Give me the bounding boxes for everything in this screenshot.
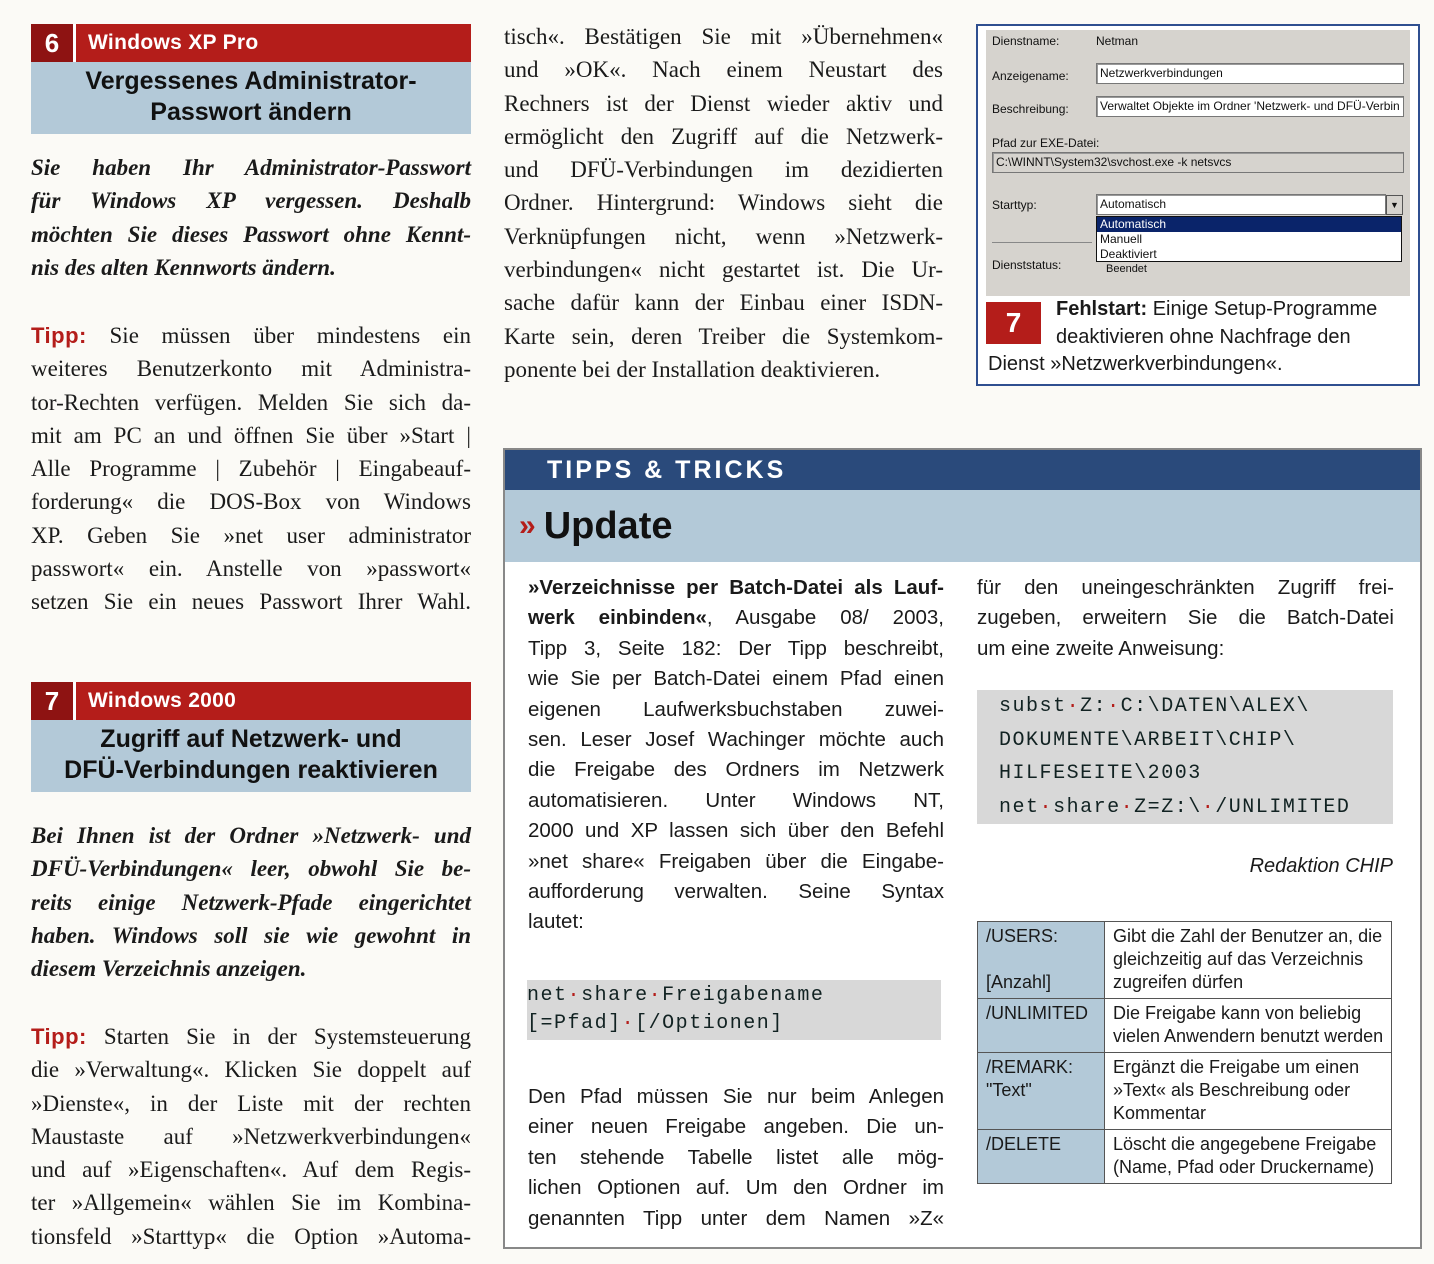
- body-line: genannten Tipp unter dem Namen »Z«: [528, 1206, 944, 1230]
- table-row: [978, 999, 1392, 1053]
- body-line: Tipp 3, Seite 182: Der Tipp beschreibt,: [528, 636, 944, 660]
- section-6-title: [31, 62, 471, 134]
- section-6-header: [31, 24, 471, 134]
- option-deaktiviert[interactable]: Deaktiviert: [1100, 247, 1157, 261]
- body-line: »Dienste«, in der Liste mit der rechten: [31, 1090, 471, 1116]
- section-6-title-line: Passwort ändern: [150, 98, 352, 126]
- option-key: /DELETE: [978, 1130, 1105, 1184]
- option-key-line: /REMARK:: [986, 1057, 1074, 1077]
- body-line: XP. Geben Sie »net user administrator: [31, 522, 471, 548]
- tipp-label: Tipp:: [31, 1024, 87, 1049]
- anzeigename-label: Anzeigename:: [992, 69, 1069, 83]
- body-line: Maustaste auf »Netzwerkverbindungen«: [31, 1123, 471, 1149]
- divider: [992, 242, 1092, 243]
- section-6-title-line: Vergessenes Administrator-: [85, 67, 417, 95]
- space-marker: ·: [648, 984, 663, 1007]
- intro-line: diesem Verzeichnis anzeigen.: [31, 956, 307, 982]
- intro-line: Bei Ihnen ist der Ordner »Netzwerk- und: [31, 823, 471, 848]
- body-line: ponente bei der Installation deaktivieren.: [504, 356, 881, 382]
- option-description: Gibt die Zahl der Benutzer an, die gleichzeitig auf das Verzeichnis zugreifen dürfen: [1105, 922, 1392, 999]
- caption-text: Einige Setup-Programme: [1152, 298, 1378, 320]
- option-automatisch[interactable]: Automatisch: [1097, 217, 1401, 232]
- batch-code-block: [977, 690, 1393, 824]
- option-key-line: /USERS:: [986, 926, 1059, 946]
- body-line: Rechners ist der Dienst wieder aktiv und: [504, 90, 943, 116]
- body-line: weiteres Benutzerkonto mit Administra-: [31, 356, 471, 382]
- intro-line: für Windows XP vergessen. Deshalb: [31, 188, 471, 214]
- body-line: und DFÜ-Verbindungen im dezidierten: [504, 157, 943, 183]
- bold-text: werk einbinden«: [528, 606, 707, 630]
- middle-column-text: [504, 20, 943, 386]
- section-6-body: [31, 319, 471, 619]
- body-line: tionsfeld »Starttyp« die Option »Automa-: [31, 1223, 471, 1249]
- body-line: die »Verwaltung«. Klicken Sie doppelt auf: [31, 1057, 471, 1083]
- body-line: Den Pfad müssen Sie nur beim Anlegen: [528, 1085, 944, 1108]
- section-7-header: [31, 682, 471, 792]
- body-line: lautet:: [528, 910, 584, 934]
- option-key-line: "Text": [986, 1080, 1032, 1100]
- option-key: [978, 922, 1105, 999]
- section-7-title: [31, 720, 471, 792]
- update-right-text: [977, 573, 1394, 664]
- beschreibung-label: Beschreibung:: [992, 102, 1069, 116]
- update-left-text: [528, 573, 944, 938]
- dienstname-value: Netman: [1096, 34, 1139, 48]
- space-marker: ·: [1120, 795, 1135, 819]
- tipp-line: [31, 1020, 471, 1053]
- tipp-line: [31, 319, 471, 352]
- table-row: [978, 1130, 1392, 1184]
- tipp-text: Sie müssen über mindestens ein: [109, 323, 471, 348]
- body-line: Karte sein, deren Treiber die Systemkom-: [504, 323, 943, 349]
- update-title: Update: [543, 504, 673, 547]
- space-marker: ·: [1039, 795, 1054, 819]
- body-line: forderung« die DOS-Box von Windows: [31, 489, 471, 515]
- body-line: wie Sie per Batch-Datei einem Pfad einen: [528, 667, 944, 691]
- starttyp-dropdown[interactable]: [1096, 216, 1402, 262]
- intro-line: möchten Sie dieses Passwort ohne Kennt-: [31, 221, 471, 247]
- section-6-bar: [31, 24, 471, 62]
- option-description: Die Freigabe kann von beliebig vielen Anwendern benutzt werden: [1105, 999, 1392, 1053]
- chevron-down-icon[interactable]: ▼: [1386, 195, 1403, 215]
- body-line: für den uneingeschränkten Zugriff frei-: [977, 576, 1394, 599]
- chevron-right-icon: »: [519, 509, 536, 542]
- table-row: [978, 1053, 1392, 1130]
- service-dialog-figure: [976, 24, 1420, 386]
- space-marker: ·: [1107, 695, 1121, 718]
- body-line: zugeben, erweitern Sie die Batch-Datei: [977, 606, 1394, 630]
- pfad-field: C:\WINNT\System32\svchost.exe -k netsvcs: [992, 152, 1404, 173]
- option-key: /UNLIMITED: [978, 999, 1105, 1053]
- update-header: [505, 490, 1420, 562]
- section-7-body: [31, 1020, 471, 1253]
- options-table: [977, 921, 1392, 1184]
- body-line: die Freigabe des Ordners im Netzwerk: [528, 758, 944, 782]
- intro-line: DFÜ-Verbindungen« leer, obwohl Sie be-: [31, 856, 471, 882]
- section-6-label: Windows XP Pro: [88, 31, 259, 54]
- body-line: mit am PC an und öffnen Sie über »Start |: [31, 422, 471, 448]
- code-line: net·share·Freigabename: [527, 984, 825, 1007]
- body-line: tisch«. Bestätigen Sie mit »Übernehmen«: [504, 24, 943, 49]
- option-description: Löscht die angegebene Freigabe (Name, Pfad oder Druckername): [1105, 1130, 1392, 1184]
- body-line: einer neuen Freigabe angeben. Die un-: [528, 1115, 944, 1139]
- body-line: sache dafür kann der Einbau einer ISDN-: [504, 290, 943, 316]
- syntax-code-block: [527, 980, 941, 1040]
- body-line: um eine zweite Anweisung:: [977, 636, 1225, 660]
- dienstname-label: Dienstname:: [992, 34, 1060, 48]
- space-marker: ·: [567, 984, 582, 1007]
- body-line: ermöglicht den Zugriff auf die Netzwerk-: [504, 123, 943, 149]
- code-line: [=Pfad]·[/Optionen]: [527, 1012, 784, 1035]
- body-line: tor-Rechten verfügen. Melden Sie sich da-: [31, 389, 471, 415]
- beschreibung-field[interactable]: Verwaltet Objekte im Ordner 'Netzwerk- und DFÜ-Verbin: [1096, 96, 1404, 117]
- code-line: DOKUMENTE\ARBEIT\CHIP\: [999, 728, 1297, 752]
- body-line: automatisieren. Unter Windows NT,: [528, 788, 944, 812]
- section-7-label: Windows 2000: [88, 689, 237, 712]
- code-line: HILFESEITE\2003: [999, 762, 1202, 785]
- option-description: Ergänzt die Freigabe um einen »Text« als Beschreibung oder Kommentar: [1105, 1053, 1392, 1130]
- dienststatus-label: Dienststatus:: [992, 258, 1062, 272]
- section-7-title-line: DFÜ-Verbindungen reaktivieren: [64, 756, 438, 784]
- body-line: 2000 und XP lassen sich über den Befehl: [528, 819, 944, 843]
- code-line: subst·Z:·C:\DATEN\ALEX\: [999, 695, 1310, 718]
- body-line: »Verzeichnisse per Batch-Datei als Lauf-: [528, 576, 944, 599]
- body-line: [528, 603, 944, 633]
- code-line: net·share·Z=Z:\·/UNLIMITED: [999, 795, 1351, 819]
- table-row: [978, 922, 1392, 999]
- body-line: und »OK«. Nach einem Neustart des: [504, 57, 943, 83]
- body-line: aufforderung verwalten. Seine Syntax: [528, 880, 944, 904]
- body-line: Verknüpfungen nicht, wenn »Netzwerk-: [504, 223, 943, 249]
- service-properties-dialog: [986, 30, 1410, 296]
- tipp-label: Tipp:: [31, 323, 87, 348]
- option-key: [978, 1053, 1105, 1130]
- figure-caption: [988, 296, 1408, 379]
- body-line: ten stehende Tabelle listet alle mög-: [528, 1145, 944, 1169]
- caption-line: [988, 296, 1408, 324]
- body-line: Alle Programme | Zubehör | Eingabeauf-: [31, 456, 471, 482]
- body-line: eigenen Laufwerksbuchstaben zuwei-: [528, 697, 944, 721]
- body-line: passwort« ein. Anstelle von »passwort«: [31, 556, 471, 582]
- update-left-text-2: [528, 1082, 944, 1234]
- body-line: »net share« Freigaben über die Eingabe-: [528, 849, 944, 873]
- intro-line: Sie haben Ihr Administrator-Passwort: [31, 155, 471, 180]
- section-7-title-line: Zugriff auf Netzwerk- und: [100, 725, 402, 753]
- dienststatus-value: Beendet: [1106, 263, 1147, 275]
- section-7-number: 7: [31, 682, 76, 720]
- tipps-tricks-header: TIPPS & TRICKS: [505, 450, 1420, 490]
- body-line: setzen Sie ein neues Passwort Ihrer Wahl.: [31, 589, 471, 615]
- body-text: , Ausgabe 08/ 2003,: [706, 606, 944, 630]
- body-line: verbindungen« nicht gestartet ist. Die Ur-: [504, 257, 943, 283]
- option-manuell[interactable]: Manuell: [1100, 232, 1143, 246]
- section-6-intro: [31, 151, 471, 284]
- space-marker: ·: [1066, 695, 1081, 718]
- body-line: und auf »Eigenschaften«. Auf dem Regis-: [31, 1157, 471, 1183]
- space-marker: ·: [1201, 795, 1216, 819]
- section-7-intro: [31, 819, 471, 985]
- caption-line: deaktivieren ohne Nachfrage den: [1056, 325, 1351, 348]
- intro-line: reits einige Netzwerk-Pfade eingerichtet: [31, 889, 471, 915]
- intro-line: nis des alten Kennworts ändern.: [31, 254, 336, 280]
- body-line: sen. Leser Josef Wachinger möchte auch: [528, 728, 944, 752]
- figure-number: 7: [986, 302, 1041, 344]
- option-key-line: [Anzahl]: [986, 972, 1052, 992]
- pfad-label: Pfad zur EXE-Datei:: [992, 136, 1100, 150]
- tipp-text: Starten Sie in der Systemsteuerung: [103, 1024, 472, 1049]
- starttyp-select[interactable]: Automatisch: [1096, 194, 1386, 215]
- space-marker: ·: [621, 1012, 636, 1035]
- anzeigename-field[interactable]: Netzwerkverbindungen: [1096, 63, 1404, 84]
- body-line: Ordner. Hintergrund: Windows sieht die: [504, 190, 943, 216]
- section-7-bar: [31, 682, 471, 720]
- caption-bold: Fehlstart:: [1056, 298, 1148, 320]
- section-6-number: 6: [31, 24, 76, 62]
- body-line: ter »Allgemein« wählen Sie im Kombina-: [31, 1190, 471, 1216]
- signature: Redaktion CHIP: [1249, 855, 1393, 877]
- intro-line: haben. Windows soll sie wie gewohnt in: [31, 922, 471, 948]
- body-line: lichen Optionen auf. Um den Ordner im: [528, 1176, 944, 1200]
- caption-line: Dienst »Netzwerkverbindungen«.: [988, 353, 1283, 375]
- starttyp-label: Starttyp:: [992, 198, 1037, 212]
